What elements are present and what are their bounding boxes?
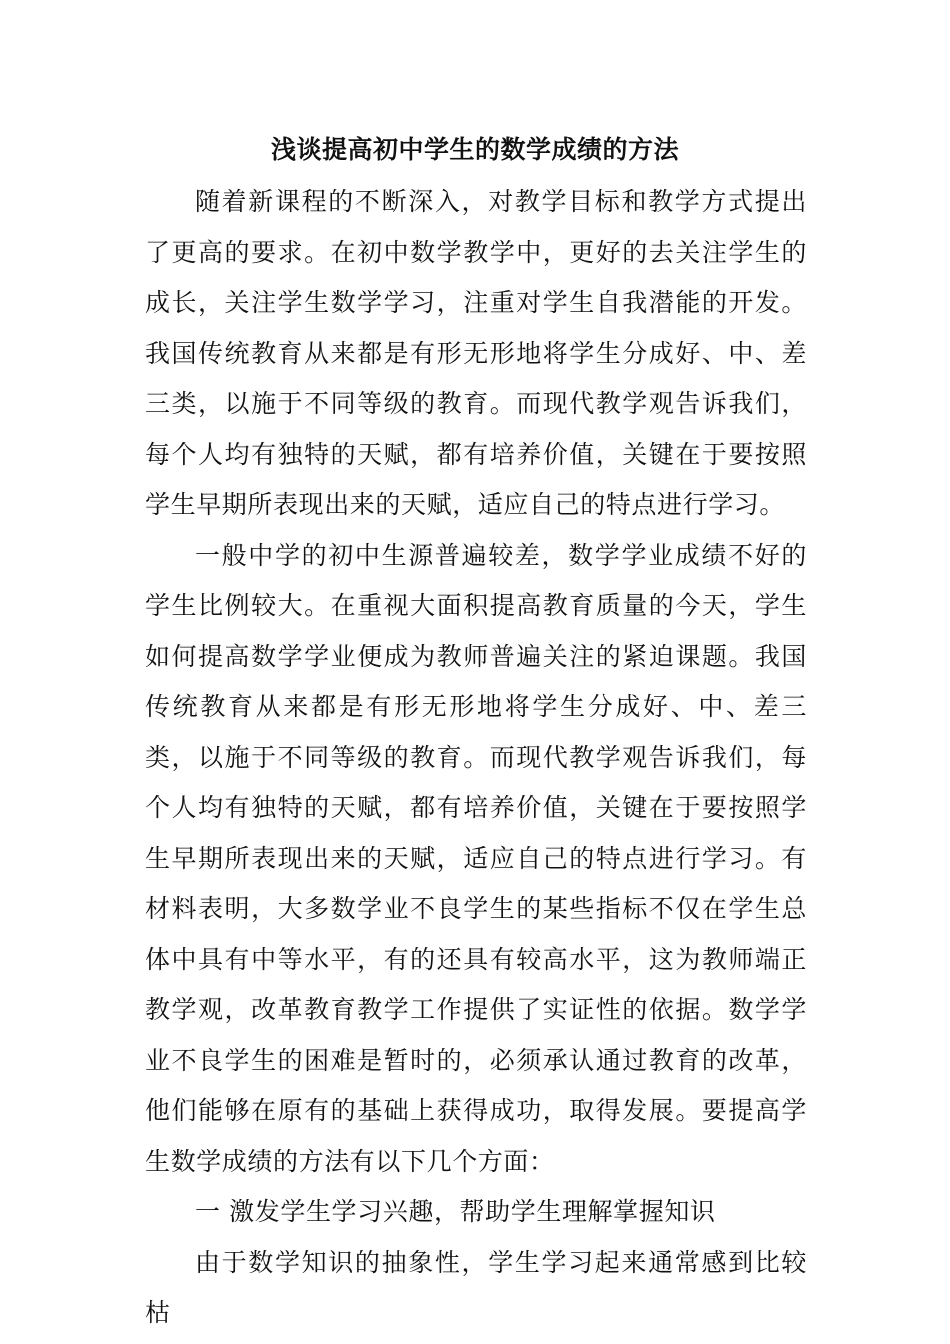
- section-heading-1: 一 激发学生学习兴趣，帮助学生理解掌握知识: [195, 1197, 716, 1226]
- paragraph-background: 一般中学的初中生源普遍较差，数学学业成绩不好的学生比例较大。在重视大面积提高教育质量的今天，学生如何提高数学学业便成为教师普遍关注的紧迫课题。我国传统教育从来都是有形无形地将学生分成好、中、差三类，以施于不同等级的教育。而现代教学观告诉我们，每个人均有独特的天赋，都有培养价值，关键在于要按照学生早期所表现出来的天赋，适应自己的特点进行学习。有材料表明，大多数学业不良学生的某些指标不仅在学生总体中具有中等水平，有的还具有较高水平，这为教师端正教学观，改革教育教学工作提供了实证性的依据。数学学业不良学生的困难是暂时的，必须承认通过教育的改革，他们能够在原有的基础上获得成功，取得发展。要提高学生数学成绩的方法有以下几个方面：: [145, 540, 807, 1176]
- document-title: 浅谈提高初中学生的数学成绩的方法: [270, 135, 679, 164]
- paragraph-section-1: 由于数学知识的抽象性，学生学习起来通常感到比较枯: [145, 1247, 807, 1327]
- paragraph-intro: 随着新课程的不断深入，对教学目标和教学方式提出了更高的要求。在初中数学教学中，更好的去关注学生的成长，关注学生数学学习，注重对学生自我潜能的开发。 我国传统教育从来都是有形无形地将学生分成好、中、差三类，以施于不同等级的教育。而现代教学观告诉我们，每个人均有独特的天赋，都有培养价值，关键在于要按照学生早期所表现出来的天赋，适应自己的特点进行学习。: [145, 187, 807, 519]
- document-body: [145, 177, 807, 1339]
